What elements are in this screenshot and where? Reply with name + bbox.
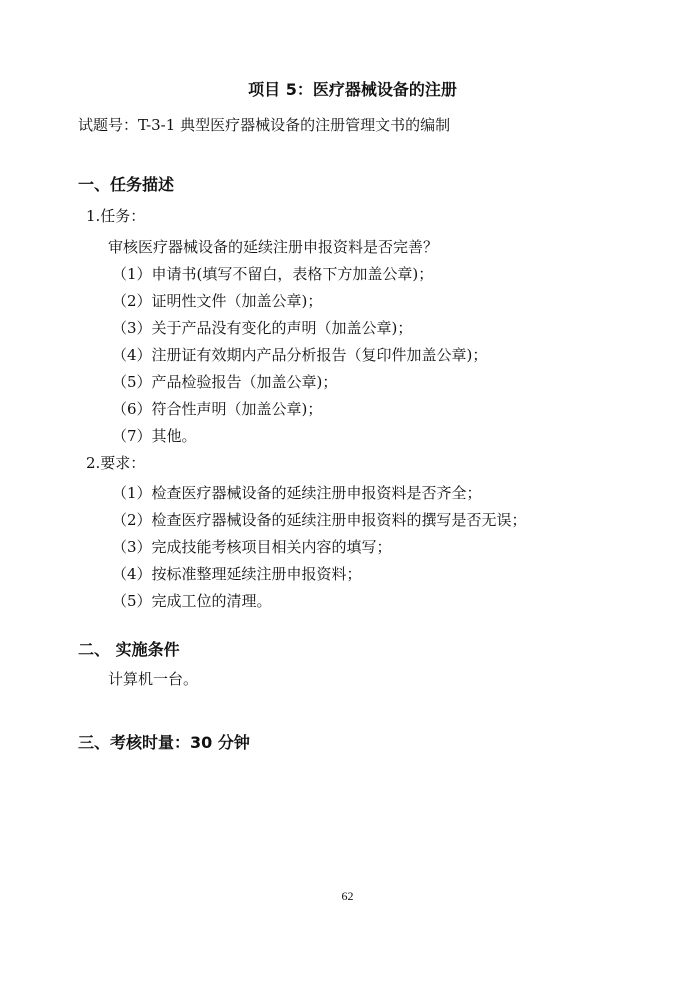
- requirement-item: （1）检查医疗器械设备的延续注册申报资料是否齐全；: [112, 484, 482, 502]
- section-heading-task-description: 一、任务描述: [78, 175, 175, 194]
- task-item: （1）申请书(填写不留白，表格下方加盖公章)；: [112, 265, 434, 283]
- requirement-item: （2）检查医疗器械设备的延续注册申报资料的撰写是否无误；: [112, 511, 527, 529]
- requirement-item: （3）完成技能考核项目相关内容的填写；: [112, 538, 392, 556]
- task-item: （5）产品检验报告（加盖公章)；: [112, 373, 338, 391]
- document-title: 项目 5：医疗器械设备的注册: [248, 80, 457, 99]
- section-heading-exam-time: 三、考核时量：30 分钟: [78, 733, 250, 752]
- conditions-content: 计算机一台。: [108, 670, 199, 688]
- task-label: 1.任务：: [86, 207, 146, 225]
- page-number: 62: [341, 889, 354, 903]
- task-item: （2）证明性文件（加盖公章)；: [112, 292, 323, 310]
- requirements-label: 2.要求：: [86, 454, 146, 472]
- task-item: （4）注册证有效期内产品分析报告（复印件加盖公章)；: [112, 346, 488, 364]
- task-item: （3）关于产品没有变化的声明（加盖公章)；: [112, 319, 413, 337]
- question-id: 试题号：T-3-1 典型医疗器械设备的注册管理文书的编制: [78, 116, 451, 134]
- task-intro: 审核医疗器械设备的延续注册申报资料是否完善？: [108, 238, 439, 256]
- task-item: （7）其他。: [112, 427, 197, 445]
- requirement-item: （5）完成工位的清理。: [112, 592, 272, 610]
- requirement-item: （4）按标准整理延续注册申报资料；: [112, 565, 362, 583]
- task-item: （6）符合性声明（加盖公章)；: [112, 400, 323, 418]
- section-heading-conditions: 二、 实施条件: [78, 640, 180, 659]
